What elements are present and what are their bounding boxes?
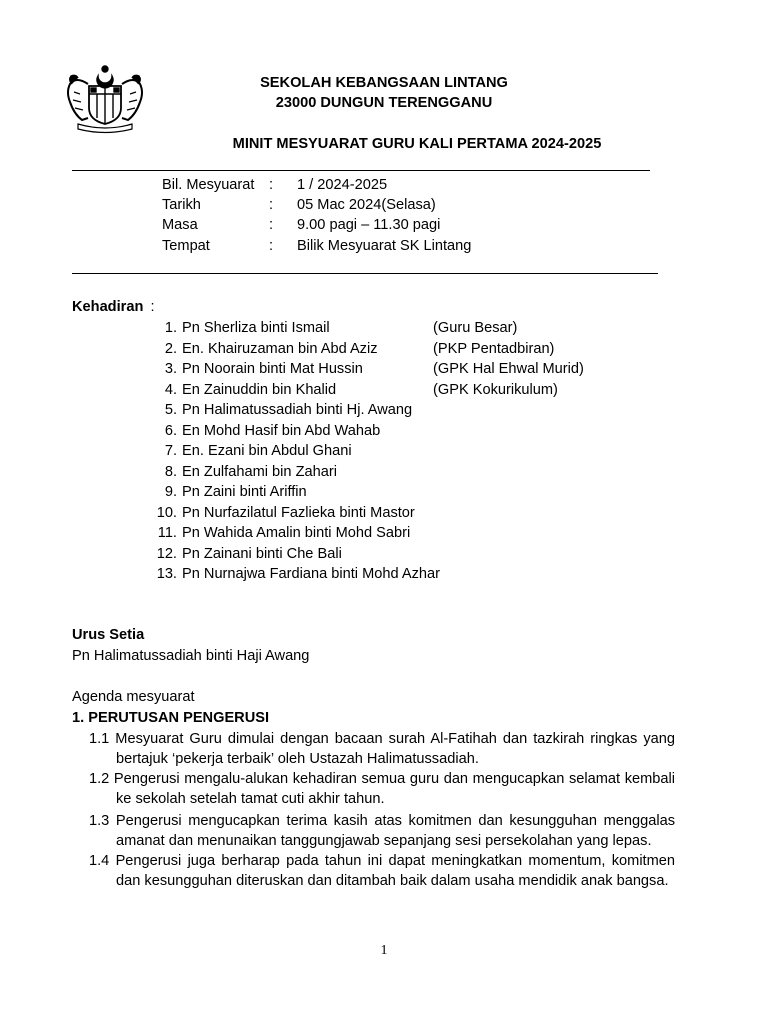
info-value: 05 Mac 2024(Selasa)	[297, 197, 436, 213]
attendance-name: Pn Wahida Amalin binti Mohd Sabri	[182, 525, 411, 541]
agenda-item	[89, 851, 675, 891]
info-separator: :	[269, 197, 274, 213]
bottom-divider	[72, 273, 658, 274]
info-value: 1 / 2024-2025	[297, 177, 388, 193]
attendance-number: 6.	[164, 423, 177, 439]
info-label: Tempat	[162, 238, 210, 254]
document-title: MINIT MESYUARAT GURU KALI PERTAMA 2024-2025	[232, 136, 602, 152]
agenda-item-number: 1.2	[89, 771, 110, 787]
agenda-item-text: Pengerusi juga berharap pada tahun ini dapat meningkatkan momentum, komitmen dan kesungguhan diteruskan dan ditambah baik dalam usaha mendidik anak bangsa.	[115, 853, 676, 889]
attendance-name: Pn Halimatussadiah binti Hj. Awang	[182, 402, 413, 418]
attendance-heading	[72, 297, 155, 317]
agenda-item-text: Pengerusi mengucapkan terima kasih atas komitmen dan kesungguhan menggalas amanat dan menunaikan tanggungjawab sepanjang sesi persekolahan yang lepas.	[115, 813, 675, 849]
attendance-number: 5.	[164, 402, 177, 418]
attendance-number: 1.	[164, 320, 177, 336]
agenda-item	[89, 811, 675, 851]
attendance-role: (GPK Hal Ehwal Murid)	[433, 361, 584, 377]
agenda-section-title: 1. PERUTUSAN PENGERUSI	[72, 710, 270, 726]
attendance-number: 2.	[164, 341, 177, 357]
agenda-item	[89, 729, 675, 769]
attendance-number: 10.	[156, 505, 177, 521]
info-value: Bilik Mesyuarat SK Lintang	[297, 238, 472, 254]
school-name: SEKOLAH KEBANGSAAN LINTANG	[260, 75, 508, 91]
agenda-item-text: Pengerusi mengalu-alukan kehadiran semua guru dan mengucapkan selamat kembali ke sekolah setelah tamat cuti akhir tahun.	[113, 771, 675, 807]
agenda-item-number: 1.4	[89, 853, 110, 869]
attendance-number: 3.	[164, 361, 177, 377]
info-separator: :	[269, 238, 274, 254]
attendance-colon: :	[150, 299, 155, 315]
agenda-item	[89, 769, 675, 809]
attendance-number: 4.	[164, 382, 177, 398]
top-divider	[72, 170, 650, 171]
attendance-number: 12.	[156, 546, 177, 562]
attendance-name: En. Khairuzaman bin Abd Aziz	[182, 341, 378, 357]
agenda-label: Agenda mesyuarat	[72, 689, 195, 705]
attendance-number: 9.	[164, 484, 177, 500]
attendance-name: En. Ezani bin Abdul Ghani	[182, 443, 352, 459]
secretariat-name: Pn Halimatussadiah binti Haji Awang	[72, 648, 310, 664]
attendance-number: 13.	[156, 566, 177, 582]
attendance-name: Pn Noorain binti Mat Hussin	[182, 361, 363, 377]
info-label: Masa	[162, 217, 198, 233]
info-separator: :	[269, 177, 274, 193]
page-number: 1	[380, 943, 388, 958]
info-separator: :	[269, 217, 274, 233]
attendance-number: 11.	[157, 525, 177, 541]
attendance-name: Pn Zaini binti Ariffin	[182, 484, 307, 500]
attendance-name: En Mohd Hasif bin Abd Wahab	[182, 423, 381, 439]
attendance-heading-text: Kehadiran	[72, 299, 144, 315]
attendance-role: (Guru Besar)	[433, 320, 518, 336]
attendance-name: En Zainuddin bin Khalid	[182, 382, 337, 398]
attendance-name: Pn Sherliza binti Ismail	[182, 320, 330, 336]
attendance-number: 8.	[164, 464, 177, 480]
agenda-item-text: Mesyuarat Guru dimulai dengan bacaan surah Al-Fatihah dan tazkirah ringkas yang bertajuk ‘pekerja terbaik’ oleh Ustazah Halimatussadiah.	[115, 731, 675, 767]
attendance-role: (GPK Kokurikulum)	[433, 382, 558, 398]
school-address: 23000 DUNGUN TERENGGANU	[275, 95, 493, 111]
attendance-name: Pn Nurnajwa Fardiana binti Mohd Azhar	[182, 566, 440, 582]
agenda-item-number: 1.3	[89, 813, 110, 829]
info-label: Tarikh	[162, 197, 201, 213]
attendance-name: Pn Nurfazilatul Fazlieka binti Mastor	[182, 505, 415, 521]
attendance-name: Pn Zainani binti Che Bali	[182, 546, 342, 562]
agenda-item-number: 1.1	[89, 731, 110, 747]
attendance-number: 7.	[164, 443, 177, 459]
info-value: 9.00 pagi – 11.30 pagi	[297, 217, 441, 233]
secretariat-heading: Urus Setia	[72, 627, 145, 643]
info-label: Bil. Mesyuarat	[162, 177, 255, 193]
attendance-name: En Zulfahami bin Zahari	[182, 464, 337, 480]
attendance-role: (PKP Pentadbiran)	[433, 341, 555, 357]
